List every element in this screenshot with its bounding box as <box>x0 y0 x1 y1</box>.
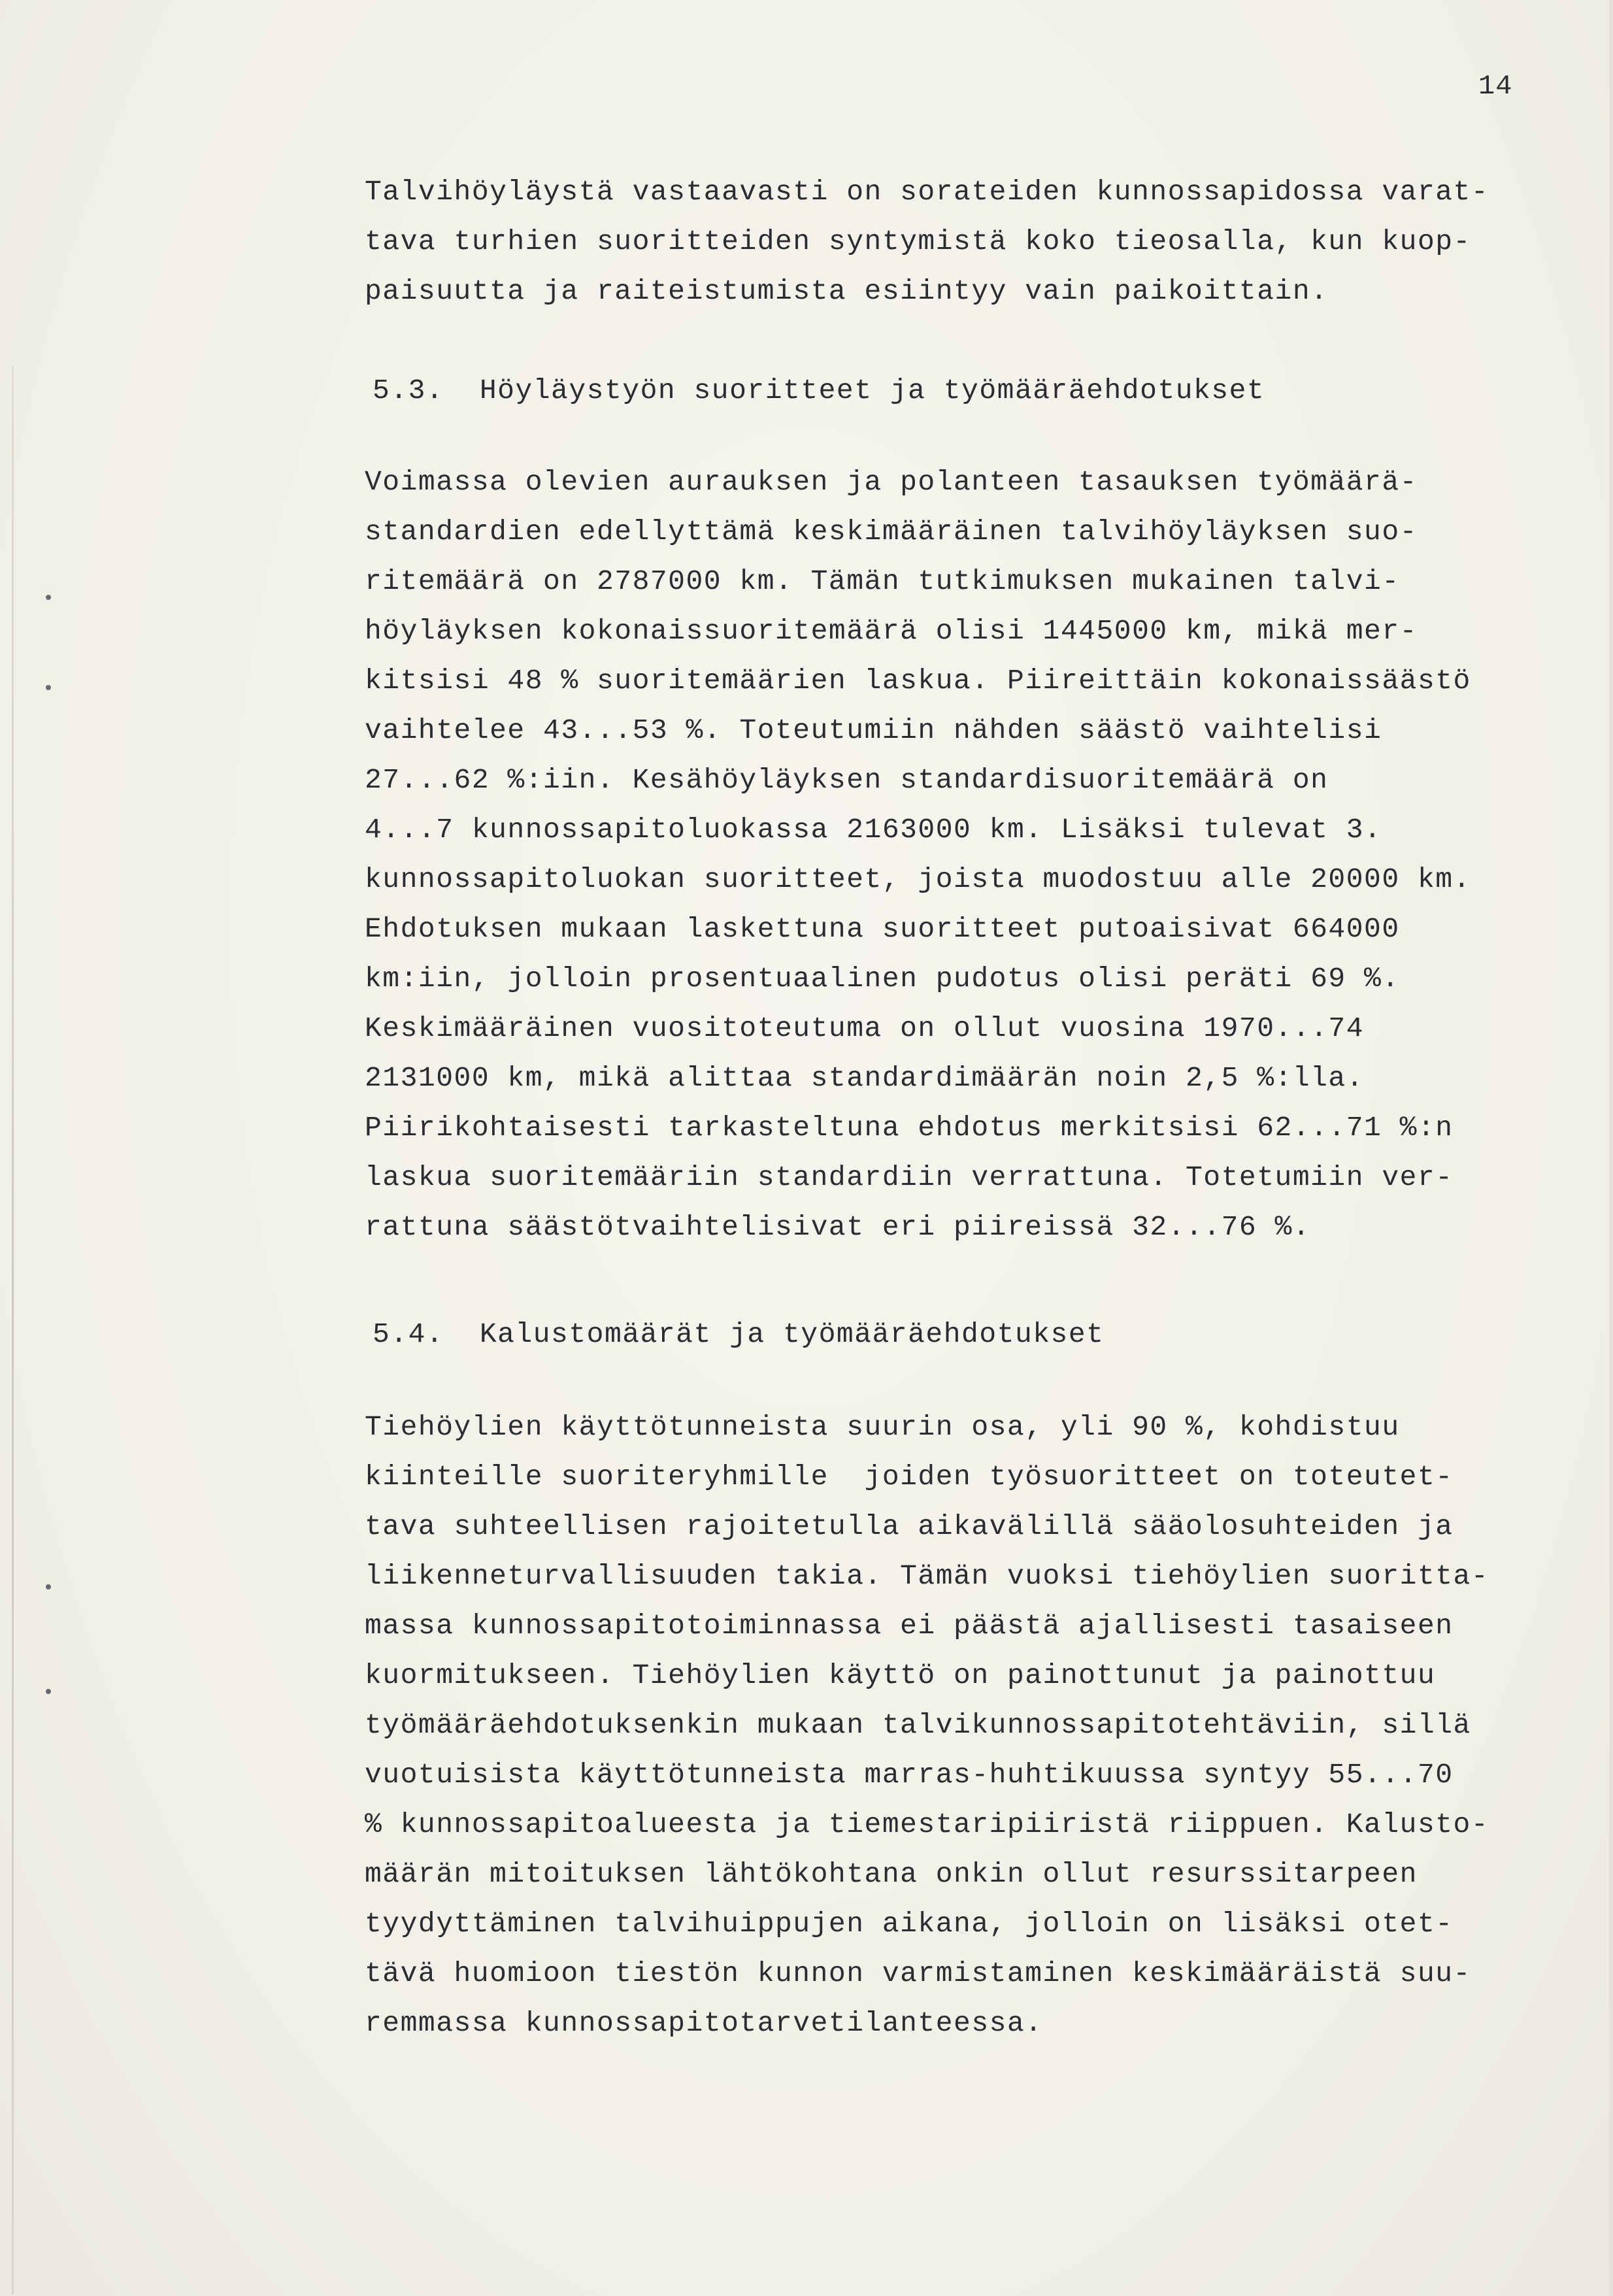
text-line: 2131000 km, mikä alittaa standardimäärän noin 2,5 %:lla. <box>365 1062 1365 1094</box>
text-line: Ehdotuksen mukaan laskettuna suoritteet putoaisivat 664000 <box>365 913 1400 945</box>
page-edge-right <box>1609 0 1613 2296</box>
text-line: paisuutta ja raiteistumista esiintyy vain paikoittain. <box>365 275 1329 307</box>
section-heading-5-3: 5.3. Höyläystyön suoritteet ja työmääräehdotukset <box>373 374 1265 407</box>
margin-mark <box>46 685 51 690</box>
text-line: Voimassa olevien aurauksen ja polanteen tasauksen työmäärä- <box>365 466 1418 498</box>
text-line: % kunnossapitoalueesta ja tiemestaripiiristä riippuen. Kalusto- <box>365 1808 1489 1840</box>
text-line: tävä huomioon tiestön kunnon varmistaminen keskimääräistä suu- <box>365 1957 1471 1989</box>
text-line: kiinteille suoriteryhmille joiden työsuoritteet on toteutet- <box>365 1461 1454 1493</box>
text-line: standardien edellyttämä keskimääräinen talvihöyläyksen suo- <box>365 516 1418 548</box>
text-line: tava suhteellisen rajoitetulla aikavälillä sääolosuhteiden ja <box>365 1510 1454 1542</box>
text-line: määrän mitoituksen lähtökohtana onkin ollut resurssitarpeen <box>365 1858 1418 1890</box>
paragraph-intro <box>365 167 1489 316</box>
text-line: tyydyttäminen talvihuippujen aikana, jolloin on lisäksi otet- <box>365 1908 1454 1940</box>
page-number: 14 <box>1478 71 1513 102</box>
text-line: kunnossapitoluokan suoritteet, joista muodostuu alle 20000 km. <box>365 863 1471 895</box>
text-line: kuormitukseen. Tiehöylien käyttö on painottunut ja painottuu <box>365 1659 1436 1691</box>
text-line: työmääräehdotuksenkin mukaan talvikunnossapitotehtäviin, sillä <box>365 1709 1471 1741</box>
text-line: kitsisi 48 % suoritemäärien laskua. Piireittäin kokonaissäästö <box>365 665 1471 697</box>
text-line: höyläyksen kokonaissuoritemäärä olisi 1445000 km, mikä mer- <box>365 615 1418 647</box>
text-line: 4...7 kunnossapitoluokassa 2163000 km. Lisäksi tulevat 3. <box>365 814 1382 846</box>
section-heading-5-4: 5.4. Kalustomäärät ja työmääräehdotukset <box>373 1318 1105 1350</box>
margin-mark <box>46 1689 51 1694</box>
text-line: rattuna säästötvaihtelisivat eri piireissä 32...76 %. <box>365 1211 1311 1243</box>
text-line: vaihtelee 43...53 %. Toteutumiin nähden säästö vaihtelisi <box>365 714 1382 746</box>
text-line: Piirikohtaisesti tarkasteltuna ehdotus merkitsisi 62...71 %:n <box>365 1112 1454 1144</box>
text-line: km:iin, jolloin prosentuaalinen pudotus olisi peräti 69 %. <box>365 963 1400 995</box>
text-line: liikenneturvallisuuden takia. Tämän vuoksi tiehöylien suoritta- <box>365 1560 1489 1592</box>
text-line: tava turhien suoritteiden syntymistä koko tieosalla, kun kuop- <box>365 225 1471 258</box>
text-line: massa kunnossapitotoiminnassa ei päästä ajallisesti tasaiseen <box>365 1610 1454 1642</box>
page-edge-shadow <box>12 366 14 2294</box>
text-line: ritemäärä on 2787000 km. Tämän tutkimuksen mukainen talvi- <box>365 565 1400 597</box>
margin-mark <box>46 1584 51 1589</box>
margin-mark <box>46 595 51 600</box>
text-line: Keskimääräinen vuositoteutuma on ollut vuosina 1970...74 <box>365 1012 1365 1044</box>
text-line: remmassa kunnossapitotarvetilanteessa. <box>365 2007 1043 2039</box>
paragraph-5-4 <box>365 1403 1489 2048</box>
paragraph-5-3 <box>365 458 1471 1252</box>
text-line: vuotuisista käyttötunneista marras-huhtikuussa syntyy 55...70 <box>365 1759 1454 1791</box>
text-line: 27...62 %:iin. Kesähöyläyksen standardisuoritemäärä on <box>365 764 1329 796</box>
text-line: laskua suoritemääriin standardiin verrattuna. Totetumiin ver- <box>365 1161 1454 1193</box>
text-line: Tiehöylien käyttötunneista suurin osa, yli 90 %, kohdistuu <box>365 1411 1400 1443</box>
text-line: Talvihöyläystä vastaavasti on sorateiden kunnossapidossa varat- <box>365 176 1489 208</box>
